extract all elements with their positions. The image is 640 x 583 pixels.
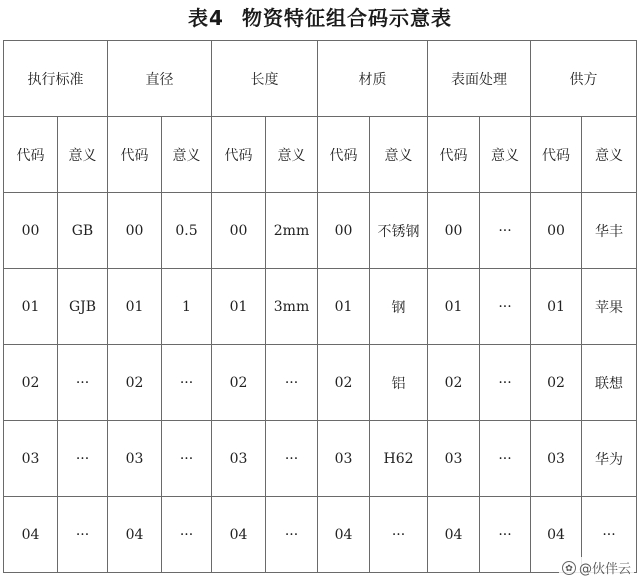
- code-cell: 04: [4, 497, 58, 573]
- meaning-cell: ···: [480, 269, 531, 345]
- code-table: [3, 40, 637, 573]
- code-cell: 04: [108, 497, 162, 573]
- code-cell: 01: [318, 269, 370, 345]
- meaning-cell: ···: [480, 193, 531, 269]
- table-row: [4, 345, 637, 421]
- meaning-cell: 1: [162, 269, 212, 345]
- code-cell: 04: [212, 497, 266, 573]
- meaning-cell: 苹果: [582, 269, 637, 345]
- code-cell: 02: [318, 345, 370, 421]
- meaning-cell: ···: [370, 497, 428, 573]
- sub-header-code: 代码: [318, 117, 370, 193]
- meaning-cell: ···: [162, 345, 212, 421]
- code-cell: 00: [531, 193, 582, 269]
- code-cell: 00: [4, 193, 58, 269]
- watermark: [559, 557, 634, 578]
- meaning-cell: ···: [58, 497, 108, 573]
- meaning-cell: ···: [266, 345, 318, 421]
- sub-header-code: 代码: [108, 117, 162, 193]
- code-cell: 01: [531, 269, 582, 345]
- code-cell: 01: [4, 269, 58, 345]
- sub-header-meaning: 意义: [480, 117, 531, 193]
- code-cell: 02: [4, 345, 58, 421]
- meaning-cell: ···: [480, 497, 531, 573]
- meaning-cell: ···: [266, 497, 318, 573]
- code-cell: 02: [428, 345, 480, 421]
- code-cell: 03: [212, 421, 266, 497]
- code-cell: 01: [212, 269, 266, 345]
- group-header-surface: 表面处理: [428, 41, 531, 117]
- meaning-cell: 联想: [582, 345, 637, 421]
- group-header-diameter: 直径: [108, 41, 212, 117]
- meaning-cell: 铝: [370, 345, 428, 421]
- group-header-standard: 执行标准: [4, 41, 108, 117]
- sub-header-code: 代码: [4, 117, 58, 193]
- code-cell: 03: [428, 421, 480, 497]
- code-cell: 03: [4, 421, 58, 497]
- meaning-cell: ···: [480, 345, 531, 421]
- code-cell: 01: [428, 269, 480, 345]
- table-row: [4, 193, 637, 269]
- watermark-text: @伙伴云: [578, 562, 631, 577]
- table-row: [4, 269, 637, 345]
- sub-header-meaning: 意义: [582, 117, 637, 193]
- code-cell: 03: [318, 421, 370, 497]
- sub-header-meaning: 意义: [370, 117, 428, 193]
- table-row: [4, 421, 637, 497]
- group-header-supplier: 供方: [531, 41, 637, 117]
- table-row: [4, 497, 637, 573]
- brand-logo-icon: ✿: [562, 561, 576, 575]
- meaning-cell: ···: [480, 421, 531, 497]
- sub-header-code: 代码: [428, 117, 480, 193]
- table-caption: 物资特征组合码示意表: [241, 6, 452, 30]
- meaning-cell: GB: [58, 193, 108, 269]
- sub-header-meaning: 意义: [162, 117, 212, 193]
- code-cell: 02: [108, 345, 162, 421]
- sub-header-meaning: 意义: [266, 117, 318, 193]
- code-cell: 03: [108, 421, 162, 497]
- code-cell: 00: [108, 193, 162, 269]
- code-cell: 00: [318, 193, 370, 269]
- code-cell: 04: [531, 497, 582, 573]
- sub-header-row: [4, 117, 637, 193]
- group-header-length: 长度: [212, 41, 318, 117]
- meaning-cell: ···: [266, 421, 318, 497]
- meaning-cell: ···: [582, 497, 637, 573]
- meaning-cell: 3mm: [266, 269, 318, 345]
- meaning-cell: ···: [58, 421, 108, 497]
- sub-header-meaning: 意义: [58, 117, 108, 193]
- meaning-cell: 2mm: [266, 193, 318, 269]
- sub-header-code: 代码: [531, 117, 582, 193]
- sub-header-code: 代码: [212, 117, 266, 193]
- meaning-cell: GJB: [58, 269, 108, 345]
- meaning-cell: ···: [58, 345, 108, 421]
- code-cell: 04: [318, 497, 370, 573]
- code-cell: 03: [531, 421, 582, 497]
- table-title: [0, 4, 640, 32]
- table-body: [4, 193, 637, 573]
- meaning-cell: 不锈钢: [370, 193, 428, 269]
- meaning-cell: ···: [162, 497, 212, 573]
- code-cell: 00: [428, 193, 480, 269]
- code-cell: 02: [531, 345, 582, 421]
- code-cell: 04: [428, 497, 480, 573]
- meaning-cell: 华为: [582, 421, 637, 497]
- group-header-material: 材质: [318, 41, 428, 117]
- code-cell: 02: [212, 345, 266, 421]
- meaning-cell: 0.5: [162, 193, 212, 269]
- table-number: 表4: [188, 6, 224, 30]
- meaning-cell: 钢: [370, 269, 428, 345]
- group-header-row: [4, 41, 637, 117]
- meaning-cell: ···: [162, 421, 212, 497]
- meaning-cell: H62: [370, 421, 428, 497]
- meaning-cell: 华丰: [582, 193, 637, 269]
- code-cell: 00: [212, 193, 266, 269]
- code-cell: 01: [108, 269, 162, 345]
